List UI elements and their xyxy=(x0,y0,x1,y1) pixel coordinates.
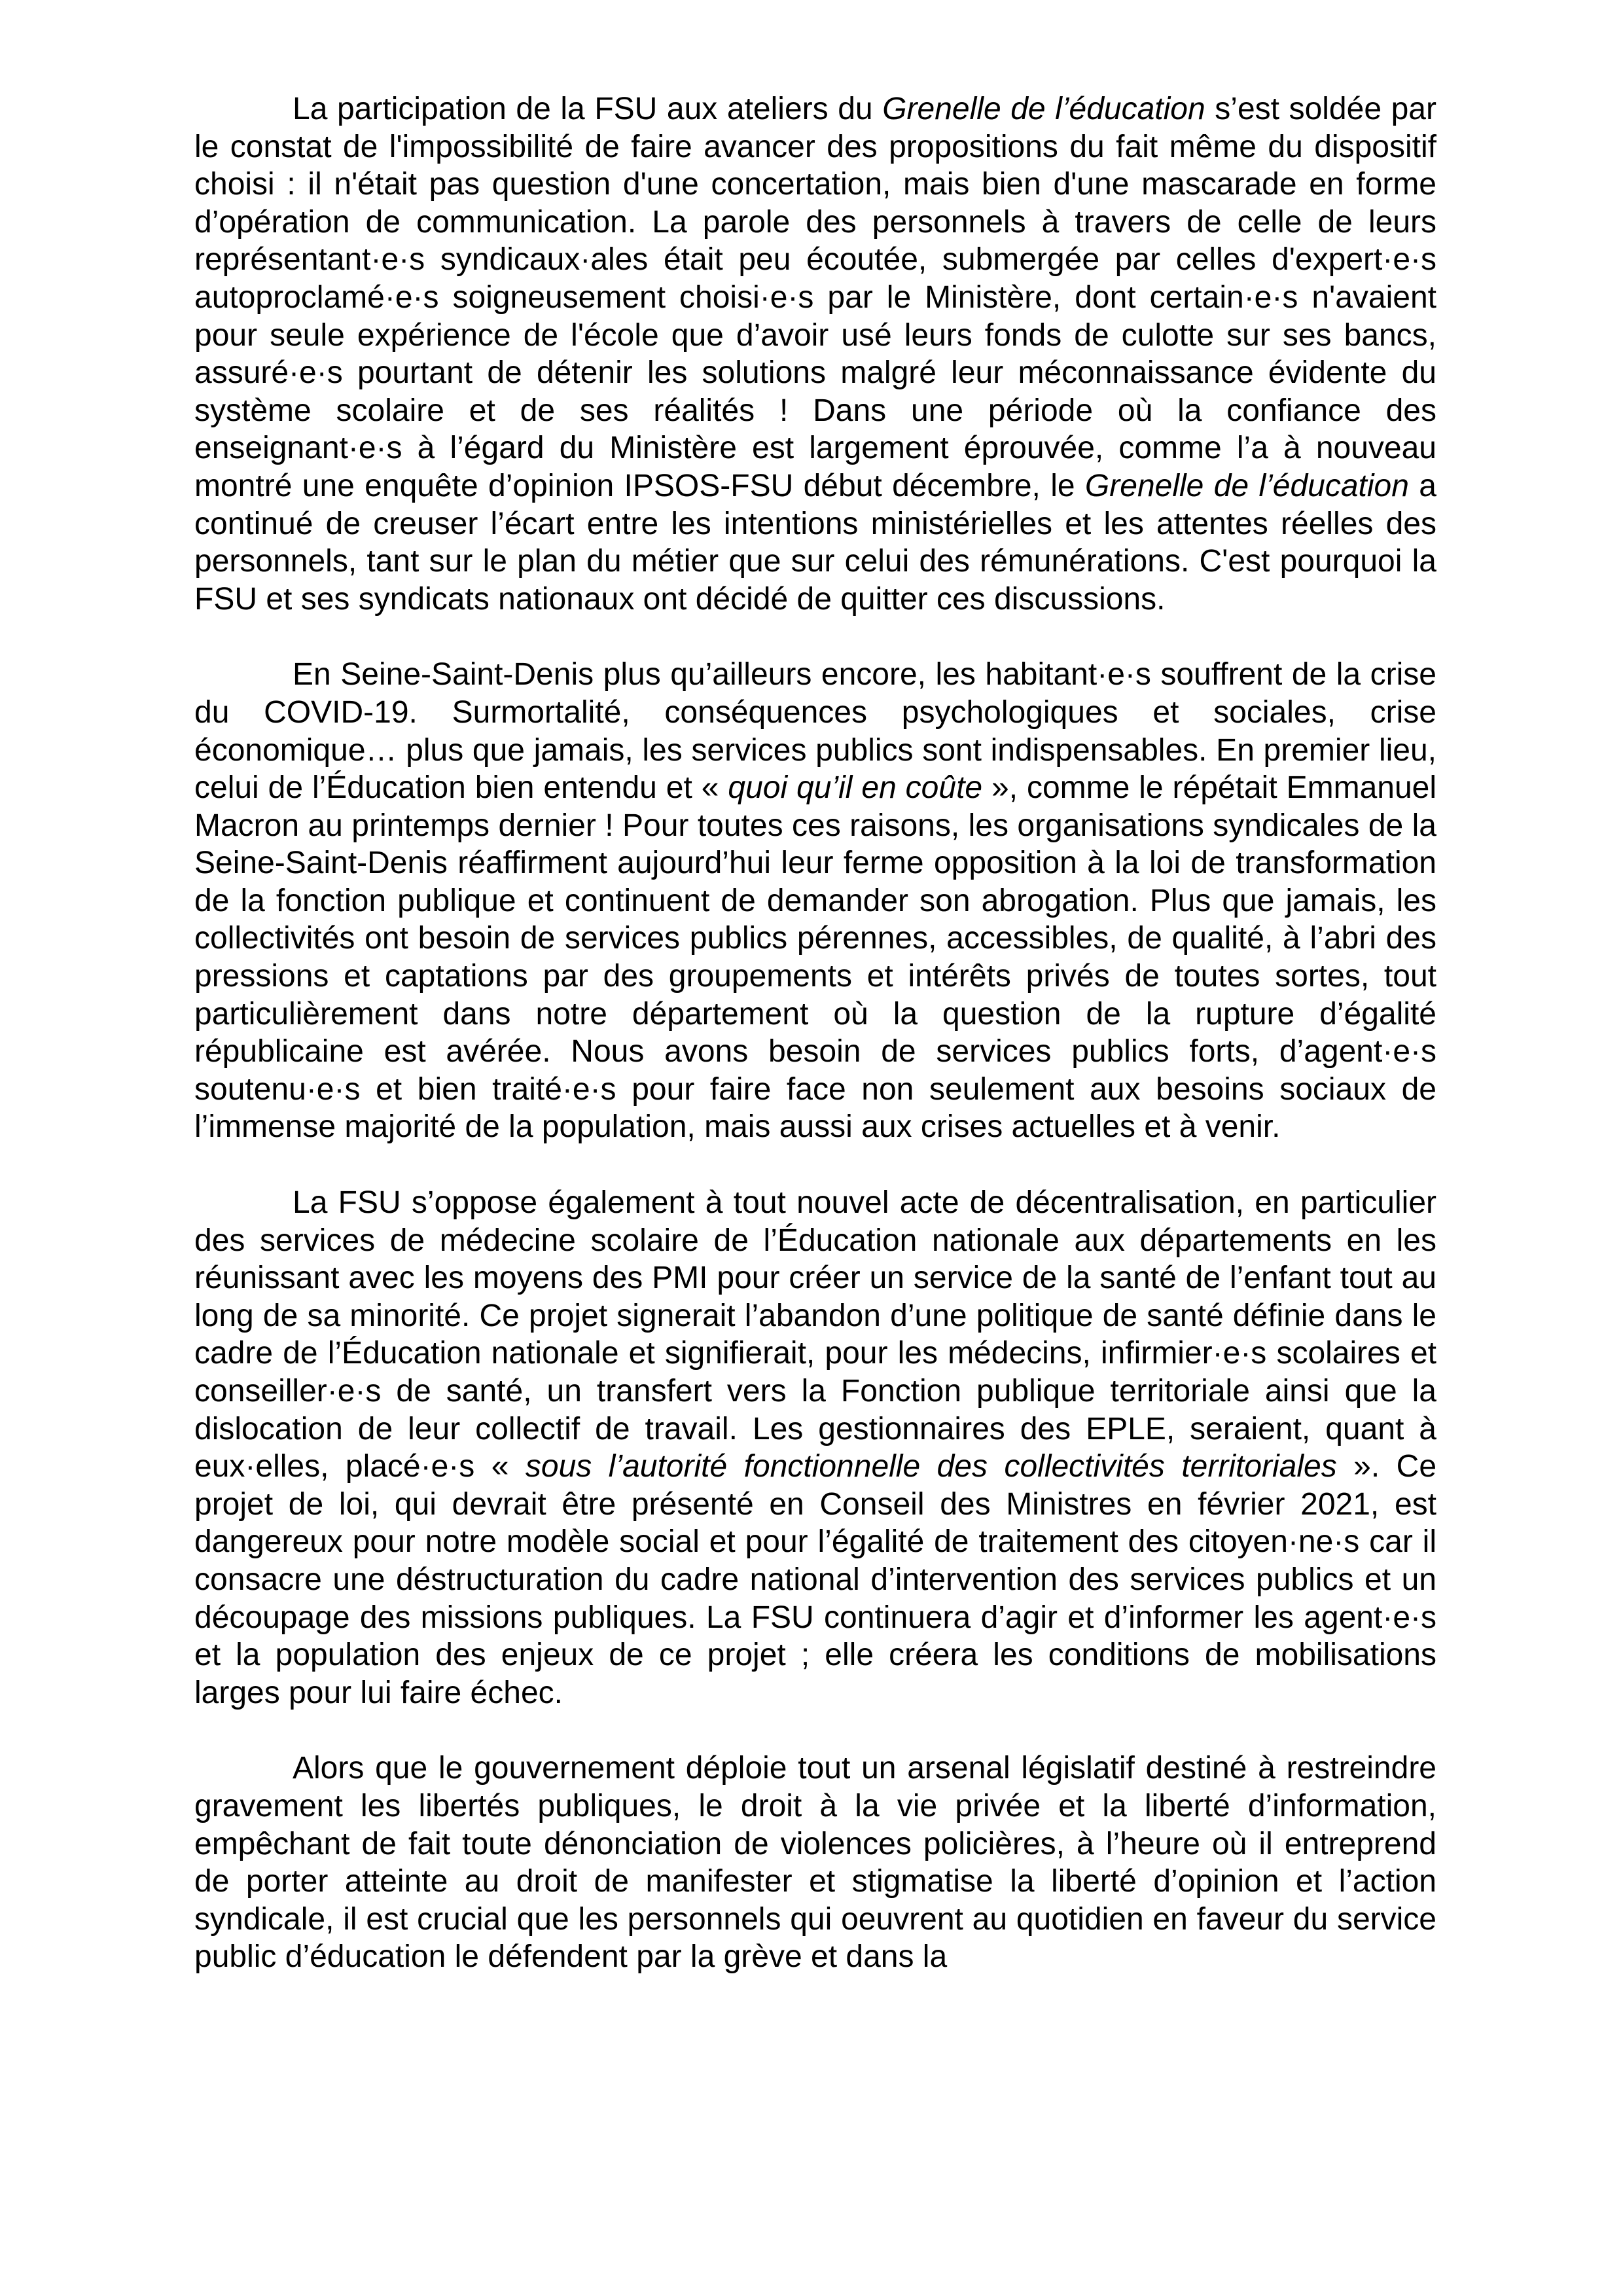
document-page xyxy=(194,90,1436,1976)
text-segment-italic: Grenelle de l’éducation xyxy=(882,92,1205,126)
text-segment: La participation de la FSU aux ateliers du xyxy=(293,92,883,126)
paragraph-libertes xyxy=(194,1749,1436,1976)
paragraph-grenelle xyxy=(194,90,1436,618)
paragraph-decentralisation xyxy=(194,1184,1436,1712)
text-segment: En Seine-Saint-Denis plus qu’ailleurs encore, les habitant·e·s souffrent de la crise du COVID-19. Surmortalité, conséquences psychologiques et sociales, crise économique… plus que jamais, les services publics sont indispensables. En premier lieu, celui de l’Éducation bien entendu et « xyxy=(194,657,1436,806)
text-segment-italic: sous l’autorité fonctionnelle des collectivités territoriales xyxy=(525,1449,1337,1484)
text-segment: La FSU s’oppose également à tout nouvel acte de décentralisation, en particulier des services de médecine scolaire de l’Éducation nationale aux départements en les réunissant avec les moyens des PMI pour créer un service de la santé de l’enfant tout au long de sa minorité. Ce projet signerait l’abandon d’une politique de santé définie dans le cadre de l’Éducation nationale et signifierait, pour les médecins, infirmier·e·s scolaires et conseiller·e·s de santé, un transfert vers la Fonction publique territoriale ainsi que la dislocation de leur collectif de travail. Les gestionnaires des EPLE, seraient, quant à eux·elles, placé·e·s « xyxy=(194,1185,1436,1484)
text-segment: ». Ce projet de loi, qui devrait être présenté en Conseil des Ministres en février 2021, est dangereux pour notre modèle social et pour l’égalité de traitement des citoyen·ne·s car il consacre une déstructuration du cadre national d’intervention des services publics et un découpage des missions publiques. La FSU continuera d’agir et d’informer les agent·e·s et la population des enjeux de ce projet ; elle créera les conditions de mobilisations larges pour lui faire échec. xyxy=(194,1449,1437,1710)
text-segment: Alors que le gouvernement déploie tout un arsenal législatif destiné à restreindre gravement les libertés publiques, le droit à la vie privée et la liberté d’information, empêchant de fait toute dénonciation de violences policières, à l’heure où il entreprend de porter atteinte au droit de manifester et stigmatise la liberté d’opinion et l’action syndicale, il est crucial que les personnels qui oeuvrent au quotidien en faveur du service public d’éducation le défendent par la grève et dans la xyxy=(194,1751,1436,1975)
text-segment: a continué de creuser l’écart entre les intentions ministérielles et les attentes réelles des personnels, tant sur le plan du métier que sur celui des rémunérations. C'est pourquoi la FSU et ses syndicats nationaux ont décidé de quitter ces discussions. xyxy=(194,468,1436,617)
text-segment-italic: Grenelle de l’éducation xyxy=(1084,468,1409,503)
paragraph-seine-saint-denis xyxy=(194,656,1436,1146)
text-segment: s’est soldée par le constat de l'impossibilité de faire avancer des propositions du fait même du dispositif choisi : il n'était pas question d'une concertation, mais bien d'une mascarade en forme d’opération de communication. La parole des personnels à travers de celle de leurs représentant·e·s syndicaux·ales était peu écoutée, submergée par celles d'expert·e·s autoproclamé·e·s soigneusement choisi·e·s par le Ministère, dont certain·e·s n'avaient pour seule expérience de l'école que d’avoir usé leurs fonds de culotte sur ses bancs, assuré·e·s pourtant de détenir les solutions malgré leur méconnaissance évidente du système scolaire et de ses réalités ! Dans une période où la confiance des enseignant·e·s à l’égard du Ministère est largement éprouvée, comme l’a à nouveau montré une enquête d’opinion IPSOS-FSU début décembre, le xyxy=(194,92,1436,503)
text-segment: », comme le répétait Emmanuel Macron au printemps dernier ! Pour toutes ces raisons, les organisations syndicales de la Seine-Saint-Denis réaffirment aujourd’hui leur ferme opposition à la loi de transformation de la fonction publique et continuent de demander son abrogation. Plus que jamais, les collectivités ont besoin de services publics pérennes, accessibles, de qualité, à l’abri des pressions et captations par des groupements et intérêts privés de toutes sortes, tout particulièrement dans notre département où la question de la rupture d’égalité républicaine est avérée. Nous avons besoin de services publics forts, d’agent·e·s soutenu·e·s et bien traité·e·s pour faire face non seulement aux besoins sociaux de l’immense majorité de la population, mais aussi aux crises actuelles et à venir. xyxy=(194,770,1437,1145)
text-segment-italic: quoi qu’il en coûte xyxy=(728,770,983,806)
